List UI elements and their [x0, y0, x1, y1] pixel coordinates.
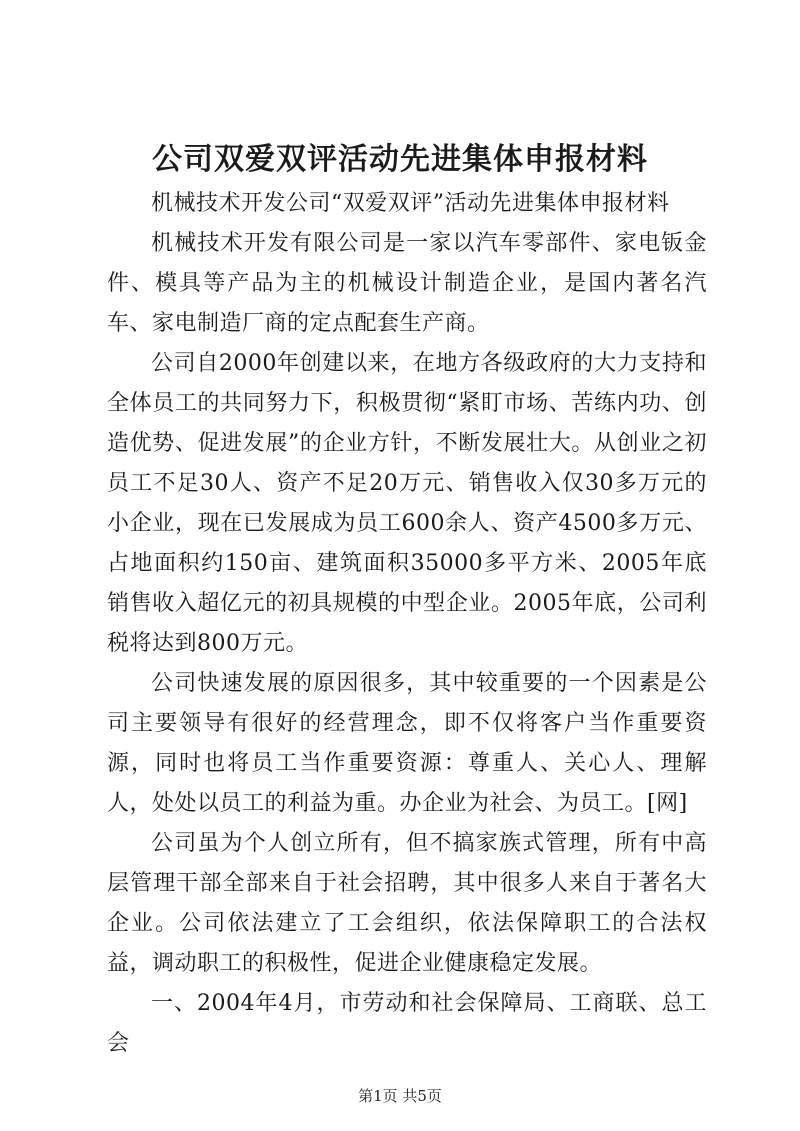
paragraph-subtitle: 机械技术开发公司“双爱双评”活动先进集体申报材料 [151, 191, 670, 216]
document-body [107, 184, 707, 1064]
document-title: 公司双爱双评活动先进集体申报材料 [152, 142, 648, 177]
page-number-footer: 第1页 共5页 [358, 1087, 442, 1105]
paragraph: 机械技术开发有限公司是一家以汽车零部件、家电钣金件、模具等产品为主的机械设计制造企业，是国内著名汽车、家电制造厂商的定点配套生产商。 [107, 231, 707, 336]
paragraph: 一、2004年4月，市劳动和社会保障局、工商联、总工会 [107, 991, 707, 1056]
paragraph: 公司自2000年创建以来，在地方各级政府的大力支持和全体员工的共同努力下，积极贯彻“紧盯市场、苦练内功、创造优势、促进发展”的企业方针，不断发展壮大。从创业之初员工不足30人、资产不足20万元、销售收入仅30多万元的小企业，现在已发展成为员工600余人、资产4500多万元、占地面积约150亩、建筑面积35000多平方米、2005年底销售收入超亿元的初具规模的中型企业。2005年底，公司利税将达到800万元。 [107, 351, 707, 656]
paragraph: 公司快速发展的原因很多，其中较重要的一个因素是公司主要领导有很好的经营理念，即不仅将客户当作重要资源，同时也将员工当作重要资源：尊重人、关心人、理解人，处处以员工的利益为重。办企业为社会、为员工。[网] [107, 671, 707, 816]
paragraph: 公司虽为个人创立所有，但不搞家族式管理，所有中高层管理干部全部来自于社会招聘，其中很多人来自于著名大企业。公司依法建立了工会组织，依法保障职工的合法权益，调动职工的积极性，促进企业健康稳定发展。 [107, 831, 707, 976]
